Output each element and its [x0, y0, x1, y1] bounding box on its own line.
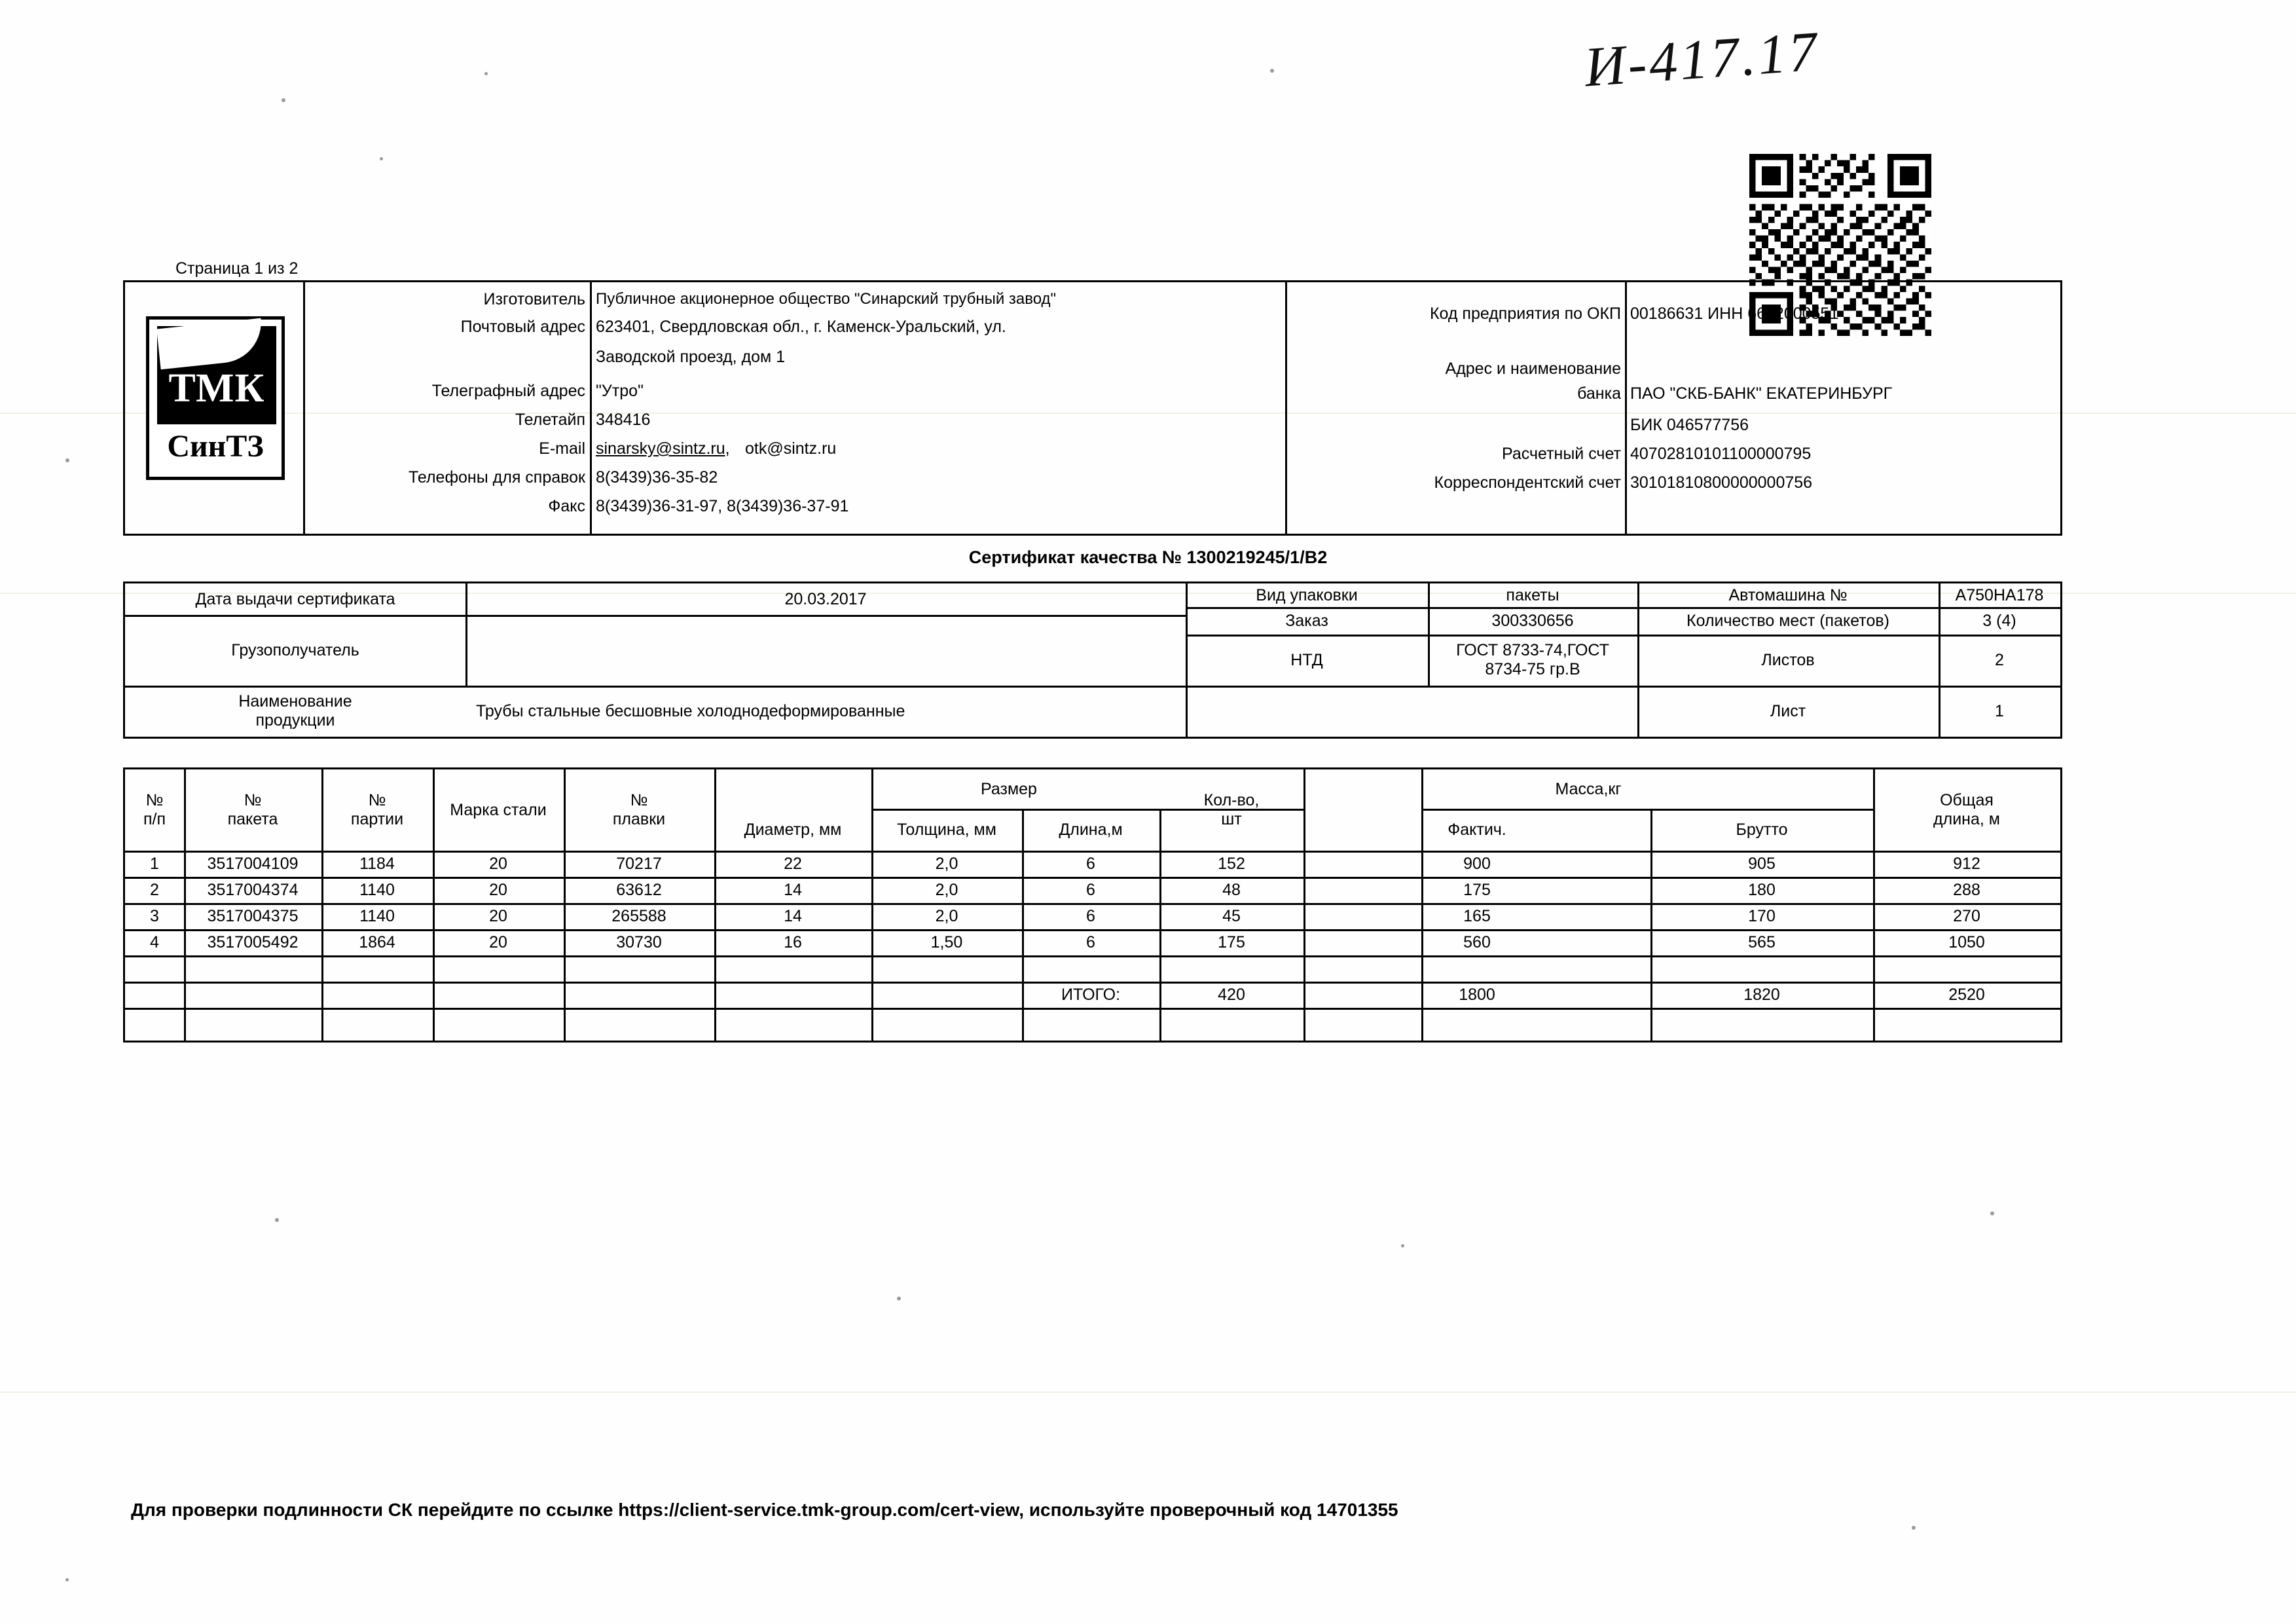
manufacturer-value: Публичное акционерное общество "Синарский трубный завод" — [596, 290, 1057, 308]
table-row: 20 — [489, 906, 507, 925]
postal-address-label: Почтовый адрес — [460, 318, 585, 336]
truck-label: Автомашина № — [1728, 585, 1848, 604]
table-row: 22 — [784, 854, 802, 873]
verification-footer: Для проверки подлинности СК перейдите по ссылке https://client-service.tmk-group.com/cert-view, используйте проверочный код 14701355 — [131, 1500, 1398, 1520]
header-diameter: Диаметр, мм — [744, 820, 842, 839]
product-label-line1: Наименование — [238, 692, 352, 711]
places-label: Количество мест (пакетов) — [1686, 611, 1889, 630]
scan-speck — [1912, 1526, 1916, 1530]
header-party — [321, 769, 433, 851]
product-label-line2: продукции — [255, 711, 335, 729]
header-packet — [184, 769, 321, 851]
header-qty — [1159, 769, 1303, 851]
header-mass-gross: Брутто — [1736, 820, 1788, 839]
table-row: 2,0 — [935, 906, 958, 925]
table-row: 20 — [489, 932, 507, 951]
total-label: ИТОГО: — [1061, 985, 1121, 1004]
sheet-label: Лист — [1770, 701, 1806, 720]
header-total-length-line2: длина, м — [1933, 810, 2000, 828]
product-value: Трубы стальные бесшовные холоднодеформированные — [476, 701, 905, 720]
truck-value: А750НА178 — [1955, 585, 2044, 604]
scan-speck — [897, 1297, 901, 1301]
table-row: 3517004109 — [207, 854, 299, 873]
header-heat-line1: № — [630, 791, 648, 810]
table-row: 6 — [1086, 854, 1095, 873]
table-row: 70217 — [616, 854, 662, 873]
telegraph-value: "Утро" — [596, 382, 644, 400]
phones-value: 8(3439)36-35-82 — [596, 468, 718, 487]
table-row: 270 — [1953, 906, 1980, 925]
fax-label: Факс — [548, 497, 585, 515]
date-value: 20.03.2017 — [784, 589, 867, 608]
header-size: Размер — [981, 779, 1037, 798]
table-row: 170 — [1748, 906, 1776, 925]
table-row: 288 — [1953, 880, 1980, 899]
places-value: 3 (4) — [1982, 611, 2016, 630]
package-type-value: пакеты — [1506, 585, 1559, 604]
table-row: 4 — [150, 932, 159, 951]
table-row: 63612 — [616, 880, 662, 899]
table-row: 1050 — [1948, 932, 1985, 951]
header-steel-grade: Марка стали — [450, 800, 547, 819]
total-qty: 420 — [1218, 985, 1245, 1004]
sheets-label: Листов — [1761, 650, 1815, 669]
tmk-logo-mark: ТМК — [157, 326, 276, 424]
okp-label: Код предприятия по ОКП — [1429, 304, 1621, 323]
table-row: 20 — [489, 854, 507, 873]
header-np-line2: п/п — [143, 810, 166, 828]
table-row: 152 — [1218, 854, 1245, 873]
teletype-value: 348416 — [596, 411, 651, 429]
bik-value: БИК 046577756 — [1630, 416, 1749, 434]
order-value: 300330656 — [1491, 611, 1574, 630]
bank-value: ПАО "СКБ-БАНК" ЕКАТЕРИНБУРГ — [1630, 384, 1893, 403]
table-row: 45 — [1222, 906, 1241, 925]
table-row: 565 — [1748, 932, 1776, 951]
table-row: 2,0 — [935, 880, 958, 899]
table-row: 1,50 — [930, 932, 963, 951]
header-party-line2: партии — [350, 810, 404, 828]
bank-label-line2: банка — [1577, 384, 1621, 403]
table-row: 180 — [1748, 880, 1776, 899]
table-row: 900 — [1463, 854, 1491, 873]
total-mass-gross: 1820 — [1743, 985, 1780, 1004]
scan-speck — [1270, 69, 1274, 73]
corr-account-value: 30101810800000000756 — [1630, 473, 1813, 492]
total-mass-fact: 1800 — [1459, 985, 1495, 1004]
phones-label: Телефоны для справок — [409, 468, 585, 487]
table-row: 48 — [1222, 880, 1241, 899]
page-label: Страница 1 из 2 — [175, 259, 299, 278]
header-np-line1: № — [145, 791, 164, 810]
scan-speck — [1401, 1244, 1404, 1247]
sheet-value: 1 — [1995, 701, 2004, 720]
table-row: 175 — [1218, 932, 1245, 951]
ntd-value-line1: ГОСТ 8733-74,ГОСТ — [1456, 641, 1609, 660]
table-row: 1140 — [359, 906, 395, 925]
scan-speck — [282, 98, 285, 102]
products-table — [123, 767, 2062, 1043]
telegraph-label: Телеграфный адрес — [431, 382, 585, 400]
account-value: 40702810101100000795 — [1630, 445, 1812, 463]
teletype-label: Телетайп — [515, 411, 585, 429]
table-row: 1864 — [359, 932, 395, 951]
total-length: 2520 — [1948, 985, 1985, 1004]
sintz-logo-text: СинТЗ — [167, 429, 264, 464]
consignee-label: Грузополучатель — [231, 640, 359, 659]
header-packet-line1: № — [244, 791, 262, 810]
table-row: 6 — [1086, 932, 1095, 951]
logo-cell — [125, 282, 305, 534]
header-heat — [564, 769, 714, 851]
manufacturer-label: Изготовитель — [483, 290, 585, 308]
product-label — [125, 686, 465, 737]
table-row: 905 — [1748, 854, 1776, 873]
table-row: 14 — [784, 880, 802, 899]
table-row: 16 — [784, 932, 802, 951]
package-type-label: Вид упаковки — [1256, 585, 1358, 604]
scan-speck — [484, 72, 488, 75]
account-label: Расчетный счет — [1502, 445, 1621, 463]
header-qty-line1: Кол-во, — [1203, 791, 1260, 810]
table-row: 14 — [784, 906, 802, 925]
corr-account-label: Корреспондентский счет — [1434, 473, 1621, 492]
header-mass-fact: Фактич. — [1448, 820, 1506, 839]
fax-value: 8(3439)36-31-97, 8(3439)36-37-91 — [596, 497, 849, 515]
table-row: 560 — [1463, 932, 1491, 951]
scan-speck — [65, 1578, 69, 1581]
table-row: 3 — [150, 906, 159, 925]
table-row: 3517004374 — [207, 880, 299, 899]
table-row: 175 — [1463, 880, 1491, 899]
postal-address-line1: 623401, Свердловская обл., г. Каменск-Уральский, ул. — [596, 318, 1006, 336]
header-packet-line2: пакета — [227, 810, 278, 828]
header-length: Длина,м — [1059, 820, 1123, 839]
header-np — [125, 769, 184, 851]
table-row: 3517004375 — [207, 906, 299, 925]
order-label: Заказ — [1285, 611, 1328, 630]
scan-artifact — [0, 1392, 2296, 1393]
divider — [1625, 282, 1627, 534]
header-block — [123, 280, 2062, 536]
header-mass: Масса,кг — [1555, 779, 1622, 798]
table-row: 1184 — [359, 854, 395, 873]
table-row: 1140 — [359, 880, 395, 899]
header-heat-line2: плавки — [612, 810, 666, 828]
table-row: 6 — [1086, 880, 1095, 899]
divider — [590, 282, 592, 534]
table-row: 6 — [1086, 906, 1095, 925]
bank-label-line1: Адрес и наименование — [1445, 360, 1621, 378]
manufacturer-info — [305, 282, 1287, 534]
scan-speck — [1990, 1211, 1994, 1215]
table-row: 3517005492 — [207, 932, 299, 951]
table-row: 265588 — [611, 906, 666, 925]
postal-address-line2: Заводской проезд, дом 1 — [596, 348, 786, 366]
date-label: Дата выдачи сертификата — [195, 589, 395, 608]
scan-speck — [65, 458, 69, 462]
certificate-title: Сертификат качества № 1300219245/1/В2 — [968, 547, 1328, 567]
ntd-label: НТД — [1290, 650, 1323, 669]
table-row: 20 — [489, 880, 507, 899]
tmk-logo — [146, 316, 285, 480]
certificate-info-table — [123, 581, 2062, 739]
email-value-1[interactable]: sinarsky@sintz.ru, — [596, 439, 730, 458]
header-thickness: Толщина, мм — [897, 820, 996, 839]
header-total-length — [1873, 769, 2060, 851]
table-row: 912 — [1953, 854, 1980, 873]
bank-info — [1287, 282, 2060, 534]
ntd-value — [1428, 635, 1637, 686]
handwritten-annotation: И-417.17 — [1582, 19, 1822, 99]
table-row: 1 — [150, 854, 159, 873]
scan-speck — [275, 1218, 279, 1222]
table-row: 30730 — [616, 932, 662, 951]
table-row: 2 — [150, 880, 159, 899]
email-value-2[interactable]: otk@sintz.ru — [745, 439, 837, 458]
okp-value: 00186631 ИНН 6612000551 — [1630, 304, 1839, 323]
header-total-length-line1: Общая — [1940, 791, 1994, 810]
ntd-value-line2: 8734-75 гр.В — [1485, 660, 1580, 678]
sheets-value: 2 — [1995, 650, 2004, 669]
header-qty-line2: шт — [1221, 810, 1242, 828]
table-row: 2,0 — [935, 854, 958, 873]
table-row: 165 — [1463, 906, 1491, 925]
email-label: E-mail — [539, 439, 585, 458]
scan-speck — [380, 157, 383, 160]
header-party-line1: № — [368, 791, 386, 810]
consignee-value[interactable] — [465, 615, 1186, 686]
